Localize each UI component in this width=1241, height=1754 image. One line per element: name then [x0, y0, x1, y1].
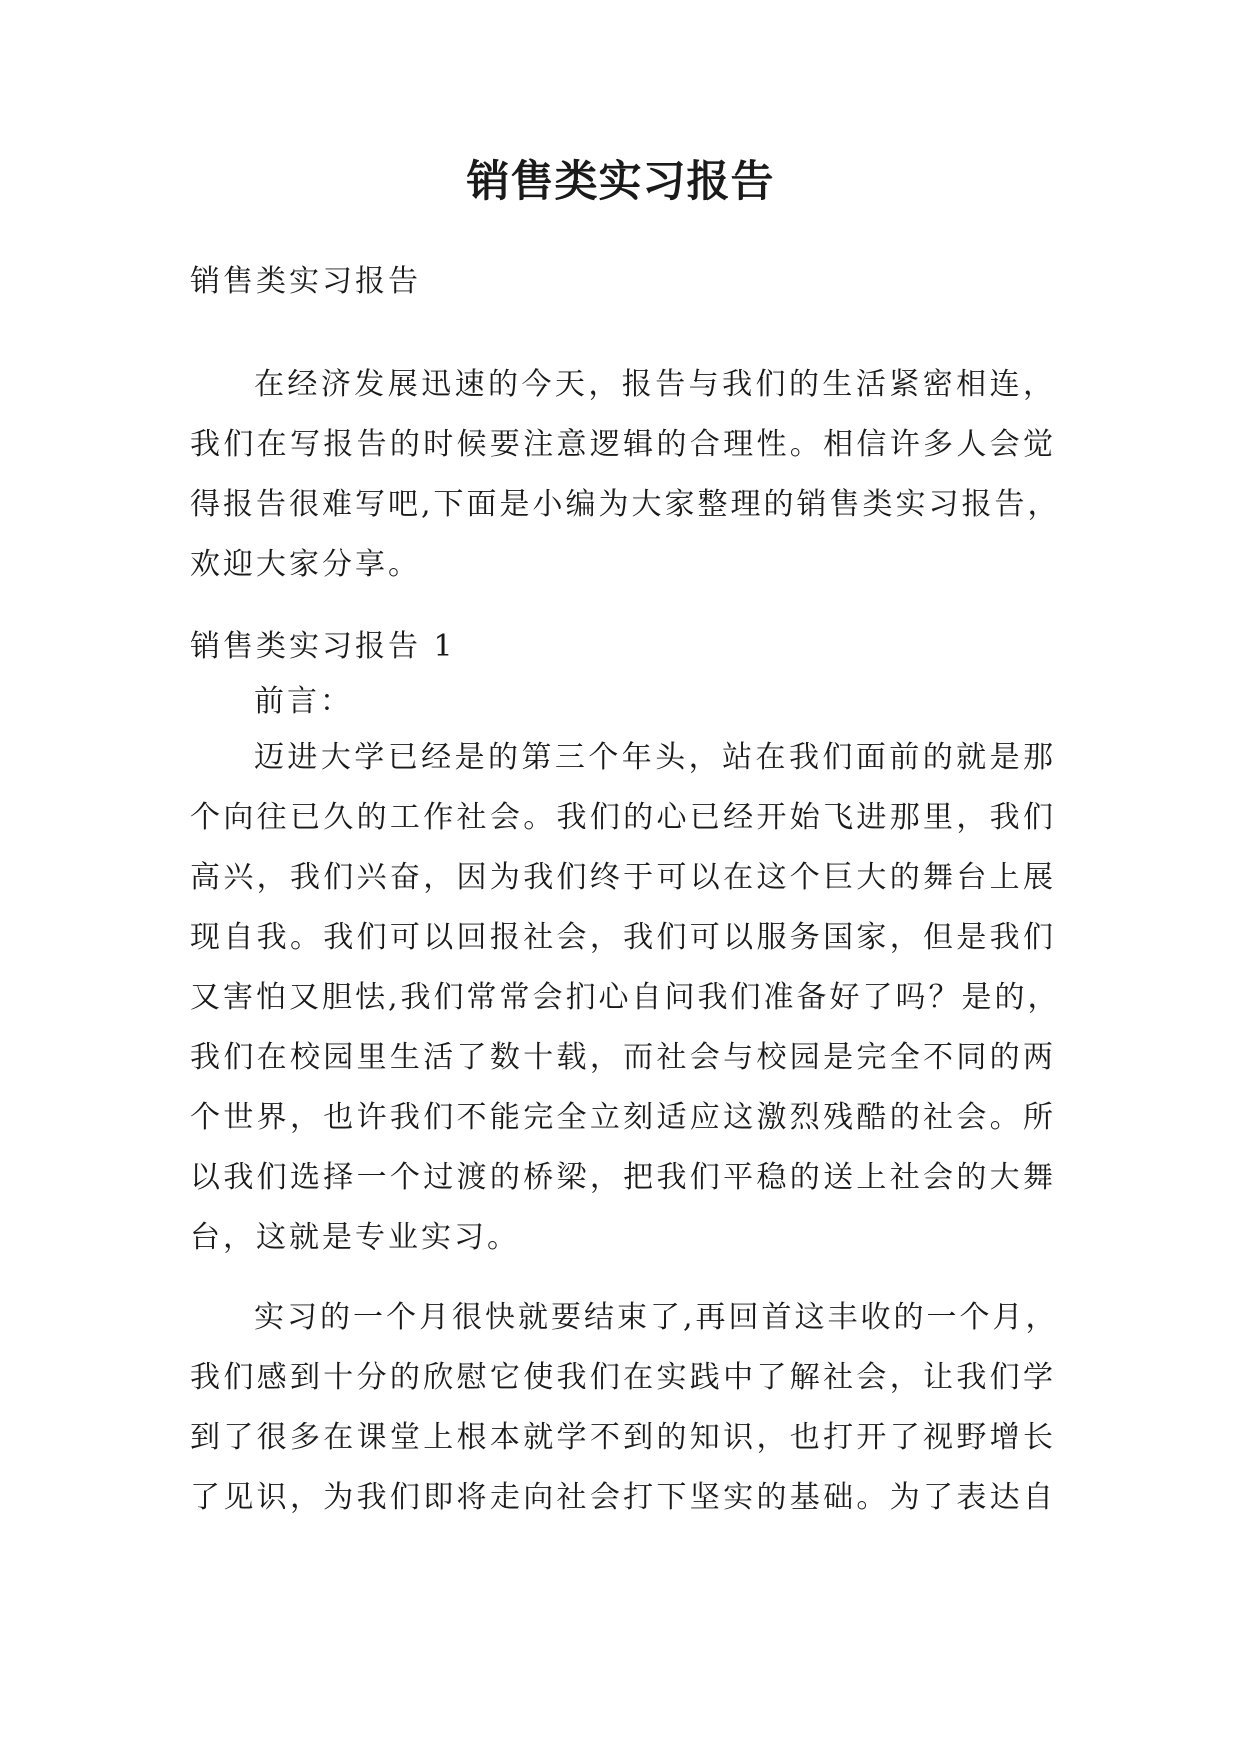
body-paragraph-2: [190, 1288, 1059, 1528]
preface-label: 前言：: [254, 684, 353, 719]
paragraph-line: 了见识，为我们即将走向社会打下坚实的基础。为了表达自: [190, 1480, 1056, 1515]
paragraph-line: 迈进大学已经是的第三个年头，站在我们面前的就是那: [254, 740, 1056, 775]
intro-line: 得报告很难写吧,下面是小编为大家整理的销售类实习报告，: [190, 487, 1061, 522]
section-heading: 销售类实习报告 1: [190, 629, 456, 664]
paragraph-line: 个向往已久的工作社会。我们的心已经开始飞进那里，我们: [190, 800, 1056, 835]
paragraph-line: 现自我。我们可以回报社会，我们可以服务国家，但是我们: [190, 920, 1056, 955]
intro-line: 欢迎大家分享。: [190, 547, 421, 582]
intro-line: 我们在写报告的时候要注意逻辑的合理性。相信许多人会觉: [190, 427, 1056, 462]
paragraph-line: 我们在校园里生活了数十载，而社会与校园是完全不同的两: [190, 1040, 1056, 1075]
paragraph-line: 实习的一个月很快就要结束了,再回首这丰收的一个月，: [254, 1300, 1059, 1335]
paragraph-line: 到了很多在课堂上根本就学不到的知识，也打开了视野增长: [190, 1420, 1056, 1455]
intro-line: 在经济发展迅速的今天，报告与我们的生活紧密相连，: [254, 367, 1056, 402]
paragraph-line: 以我们选择一个过渡的桥梁，把我们平稳的送上社会的大舞: [190, 1160, 1056, 1195]
paragraph-line: 台，这就是专业实习。: [190, 1220, 520, 1255]
body-paragraph-1: [190, 728, 1061, 1268]
document-subtitle: 销售类实习报告: [190, 264, 421, 299]
paragraph-line: 我们感到十分的欣慰它使我们在实践中了解社会，让我们学: [190, 1360, 1056, 1395]
paragraph-line: 高兴，我们兴奋，因为我们终于可以在这个巨大的舞台上展: [190, 860, 1056, 895]
paragraph-line: 个世界，也许我们不能完全立刻适应这激烈残酷的社会。所: [190, 1100, 1056, 1135]
paragraph-line: 又害怕又胆怯,我们常常会扪心自问我们准备好了吗？是的，: [190, 980, 1061, 1015]
document-title: 销售类实习报告: [466, 157, 775, 207]
intro-paragraph: [190, 355, 1061, 595]
